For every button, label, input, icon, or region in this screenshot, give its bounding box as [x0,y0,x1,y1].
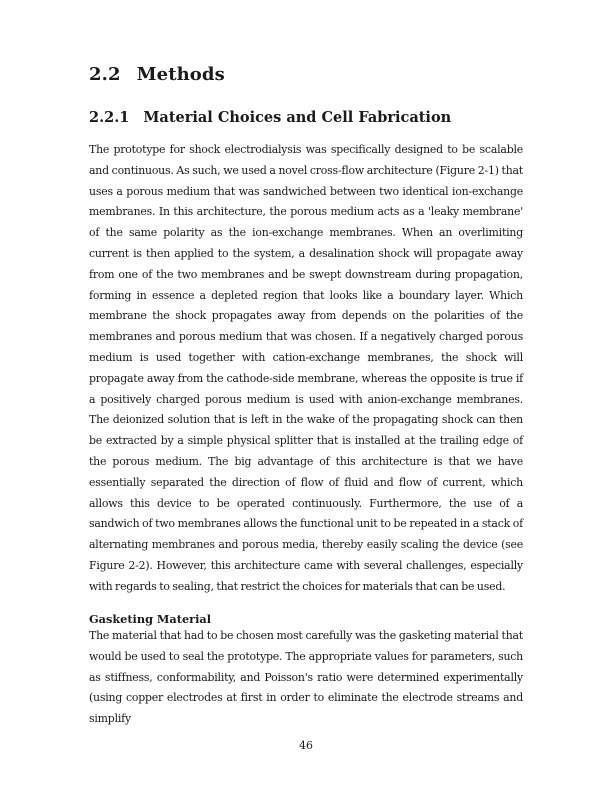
subsection-heading [89,109,451,126]
paragraph-heading-gasketing: Gasketing Material [89,612,211,626]
section-heading [89,64,225,85]
body-paragraph-1: The prototype for shock electrodialysis was specifically designed to be scalable and continuous. As such, we used a novel cross-flow architecture (Figure 2-1) that uses a porous medium that was sandwiched between two identical ion-exchange membranes. In this architecture, the porous medium acts as a 'leaky membrane' of the same polarity as the ion-exchange membranes. When an overlimiting current is then applied to the system, a desalination shock will propagate away from one of the two membranes and be swept downstream during propagation, forming in essence a depleted region that looks like a boundary layer. Which membrane the shock propagates away from depends on the polarities of the membranes and porous medium that was chosen. If a negatively charged porous medium is used together with cation-exchange membranes, the shock will propagate away from the cathode-side membrane, whereas the opposite is true if a positively charged porous medium is used with anion-exchange membranes. The deionized solution that is left in the wake of the propagating shock can then be extracted by a simple physical splitter that is installed at the trailing edge of the porous medium. The big advantage of this architecture is that we have essentially separated the direction of flow of fluid and flow of current, which allows this device to be operated continuously. Furthermore, the use of a sandwich of two membranes allows the functional unit to be repeated in a stack of alternating membranes and porous media, thereby easily scaling the device (see Figure 2-2). However, this architecture came with several challenges, especially with regards to sealing, that restrict the choices for materials that can be used. [89,143,523,593]
section-number: 2.2 [89,64,121,85]
page-number: 46 [299,739,313,752]
body-paragraph-2: The material that had to be chosen most carefully was the gasketing material that would be used to seal the prototype. The appropriate values for parameters, such as stiffness, conformability, and Poisson's ratio were determined experimentally (using copper electrodes at first in order to eliminate the electrode streams and simplify [89,629,523,726]
subsection-number: 2.2.1 [89,109,130,126]
section-title: Methods [136,64,225,85]
subsection-title: Material Choices and Cell Fabrication [143,109,452,126]
